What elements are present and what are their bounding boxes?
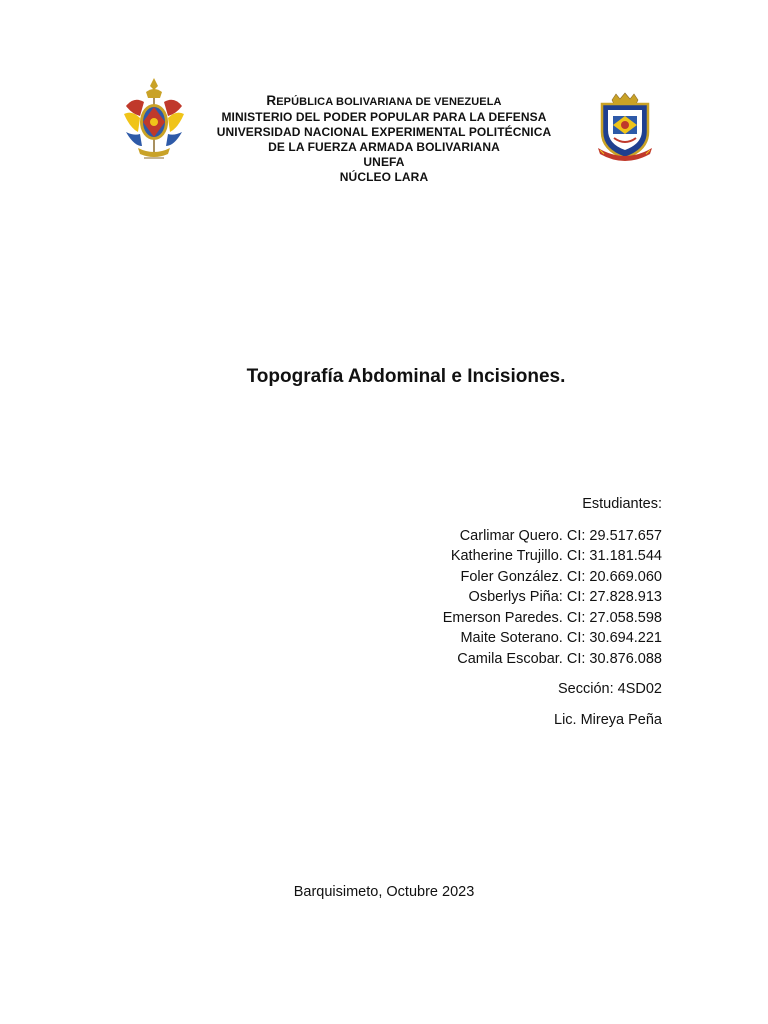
ministry-line: MINISTERIO DEL PODER POPULAR PARA LA DEFENSA: [221, 110, 547, 124]
student-entry: Foler González. CI: 20.669.060: [460, 568, 662, 585]
university-line: UNIVERSIDAD NACIONAL EXPERIMENTAL POLITÉCNICA: [216, 125, 552, 139]
student-entry: Maite Soterano. CI: 30.694.221: [460, 630, 662, 646]
institution-lines: [184, 93, 584, 185]
institution-header: [0, 88, 768, 188]
student-entry: Carlimar Quero. CI: 29.517.657: [459, 527, 662, 544]
students-label: Estudiantes:: [582, 496, 662, 512]
section-label: Sección: 4SD02: [558, 681, 662, 697]
student-entry: Osberlys Piña: CI: 27.828.913: [468, 589, 662, 605]
document-title: Topografía Abdominal e Incisiones.: [246, 366, 566, 387]
student-entry: Camila Escobar. CI: 30.876.088: [457, 650, 662, 667]
university-shield-logo: [596, 92, 654, 162]
coat-of-arms-logo: [114, 76, 194, 164]
armed-forces-line: DE LA FUERZA ARMADA BOLIVARIANA: [268, 140, 500, 154]
students-list: [443, 526, 662, 670]
students-block: [443, 494, 662, 730]
student-entry: Katherine Trujillo. CI: 31.181.544: [450, 548, 662, 564]
student-entry: Emerson Paredes. CI: 27.058.598: [442, 609, 662, 626]
place-date: Barquisimeto, Octubre 2023: [293, 884, 475, 900]
teacher-name: Lic. Mireya Peña: [554, 711, 662, 728]
acronym-line: UNEFA: [363, 155, 405, 169]
campus-line: NÚCLEO LARA: [339, 170, 429, 184]
country-line: REPÚBLICA BOLIVARIANA DE VENEZUELA: [266, 93, 502, 108]
